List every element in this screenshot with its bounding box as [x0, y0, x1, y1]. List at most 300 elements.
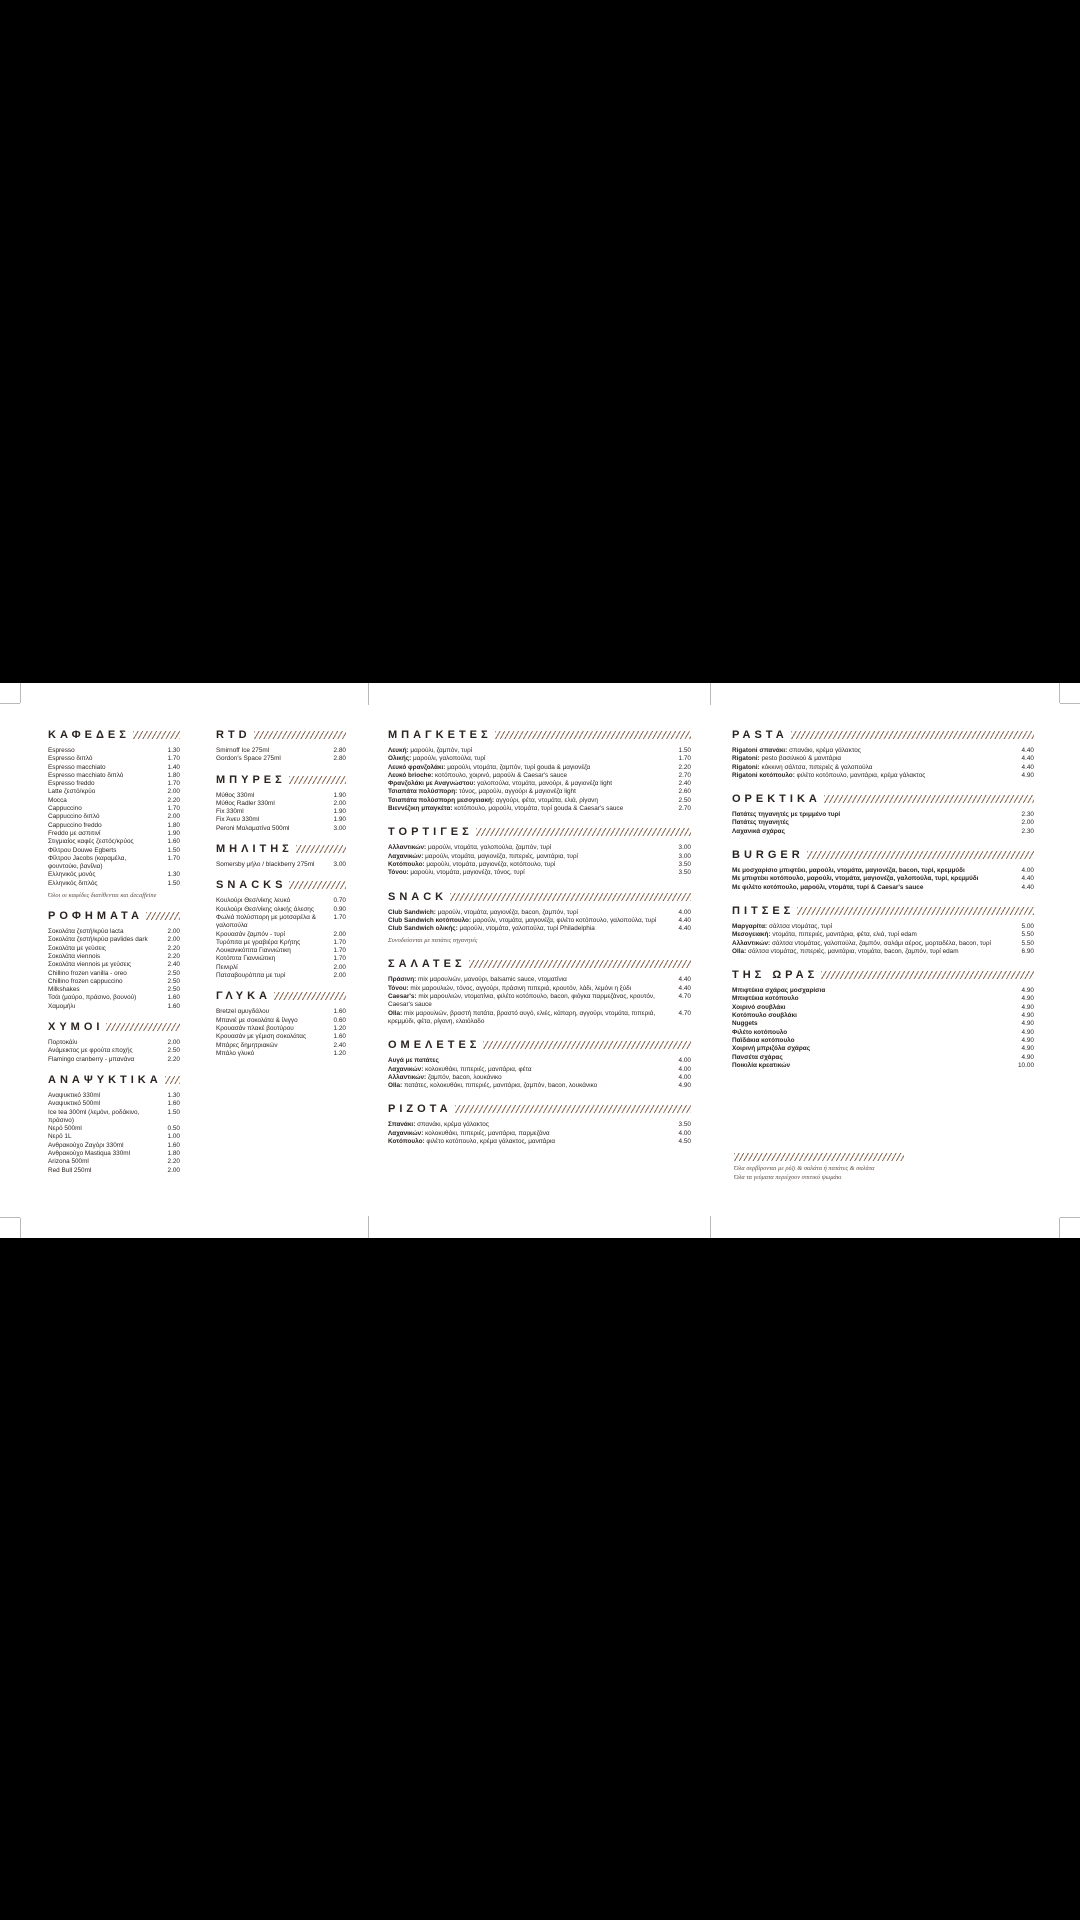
item-name — [732, 819, 1014, 827]
item-name: Mocca — [48, 796, 67, 804]
item-price: 5.00 — [1021, 922, 1034, 930]
section-header — [216, 773, 346, 787]
item-label: Rigatoni σπανάκι: — [732, 747, 788, 754]
item-price: 1.70 — [167, 780, 180, 788]
item-label: Λευκό φρανζολάκι: — [388, 763, 446, 771]
item-name — [732, 875, 1014, 883]
item-price: 4.40 — [678, 925, 691, 933]
menu-item — [48, 1056, 180, 1064]
menu-item — [216, 808, 346, 816]
item-price: 1.70 — [167, 755, 180, 763]
item-price: 2.70 — [678, 805, 691, 813]
item-name — [388, 925, 671, 933]
item-price: 4.90 — [1021, 1012, 1034, 1020]
item-label: Φιλέτο κοτόπουλο — [732, 1028, 788, 1036]
menu-item — [216, 914, 346, 931]
item-price: 2.30 — [1021, 827, 1034, 835]
menu-item — [732, 772, 1034, 780]
item-price: 4.90 — [1021, 1045, 1034, 1053]
item-price: 2.00 — [167, 788, 180, 796]
item-price: 2.00 — [333, 930, 346, 938]
item-name: Σοκολάτα viennois με γεύσεις — [48, 961, 132, 969]
menu-item — [48, 788, 180, 796]
item-price: 4.90 — [1021, 987, 1034, 995]
item-name: Κρουασάν πλακέ βουτύρου — [216, 1024, 294, 1032]
item-price: 1.30 — [167, 871, 180, 879]
menu-section — [216, 842, 346, 869]
menu-item — [388, 1121, 691, 1129]
item-name: Flamingo cranberry - μπανάνα — [48, 1055, 135, 1063]
item-name: Σοκολάτα ζεστή/κρύα lacta — [48, 928, 124, 936]
menu-item — [732, 1062, 1034, 1070]
item-name: Στιγμιαίος καφές ζεστός/κρύος — [48, 838, 134, 846]
item-name — [732, 948, 1014, 956]
item-name: Μπανιέ με σοκολάτα & ίλιγγο — [216, 1016, 298, 1024]
item-price: 1.60 — [167, 838, 180, 846]
menu-item — [48, 1047, 180, 1055]
item-description: mix μαρουλιών, ντοματίνια, φιλέτο κοτόπουλο, bacon, φιόγκα παρμεζάνας, κρουτόν, Caesar's sauce — [388, 993, 655, 1009]
section-title: ΡΟΦΗΜΑΤΑ — [48, 910, 143, 923]
item-price: 2.80 — [333, 747, 346, 754]
item-name — [388, 1057, 671, 1065]
menu-item — [732, 811, 1034, 819]
menu-item — [732, 1004, 1034, 1012]
item-name: Χαμομήλι — [48, 1002, 76, 1010]
item-price: 0.90 — [333, 905, 346, 913]
item-label: Λαχανικών: — [388, 1065, 424, 1073]
hatch-rule — [274, 992, 346, 1000]
item-name: Κοτόπιτα Γιαννιώτικη — [216, 955, 276, 963]
menu-item — [732, 755, 1034, 763]
item-label: Με μοσχαρίσιο μπιφτέκι, μαρούλι, ντομάτα, μαγιονέζα, bacon, τυρί, κρεμμύδι — [732, 867, 965, 875]
item-price: 5.50 — [1021, 939, 1034, 947]
menu-section — [48, 1020, 180, 1064]
hatch-rule — [821, 971, 1034, 979]
section-title: ΠΙΤΣΕΣ — [732, 904, 795, 917]
hatch-rule — [469, 960, 691, 968]
item-price: 2.80 — [333, 755, 346, 763]
item-name: Gordon's Space 275ml — [216, 755, 281, 763]
item-price: 1.80 — [167, 1149, 180, 1157]
menu-item — [48, 1158, 180, 1166]
menu-item — [48, 880, 180, 888]
item-description: κολοκυθάκι, πιπεριές, μανιτάρια, παρμεζάνα — [425, 1129, 550, 1137]
menu-item — [216, 955, 346, 963]
menu-item — [48, 822, 180, 830]
menu-section — [48, 1073, 180, 1175]
item-name: Κρουασάν με γέμιση σοκολάτας — [216, 1033, 307, 1041]
item-price: 2.20 — [167, 952, 180, 960]
item-price: 1.30 — [167, 1091, 180, 1099]
hatch-rule — [824, 795, 1034, 803]
item-name: Espresso macchiato διπλό — [48, 771, 124, 779]
item-name — [732, 1037, 1014, 1045]
item-name — [388, 917, 671, 925]
item-label: Πράσινη: — [388, 976, 417, 984]
item-description: μαρούλι, γαλοπούλα, τυρί — [413, 755, 486, 763]
item-name — [388, 1074, 671, 1082]
item-name — [732, 1004, 1014, 1012]
item-label: Μπιφτέκια κοτόπουλο — [732, 995, 799, 1003]
item-name: Ice tea 300ml (λεμόνι, ροδάκινο, πράσινο) — [48, 1108, 140, 1124]
item-name: Fix Άνευ 330ml — [216, 816, 260, 824]
section-title: ΡΙΖΟΤΑ — [388, 1103, 452, 1116]
section-header — [388, 1038, 691, 1052]
item-price: 4.00 — [1021, 867, 1034, 875]
item-name: Chillino frozen cappuccino — [48, 977, 123, 985]
menu-item — [48, 1167, 180, 1175]
item-price: 3.50 — [678, 869, 691, 877]
item-name — [388, 976, 671, 984]
menu-item — [216, 792, 346, 800]
menu-item — [388, 1074, 691, 1082]
menu-item — [48, 1150, 180, 1158]
item-price: 2.00 — [167, 1166, 180, 1174]
hatch-rule — [165, 1076, 180, 1084]
menu-section — [732, 904, 1034, 956]
item-price: 6.90 — [1021, 947, 1034, 955]
hatch-rule — [296, 845, 346, 853]
item-price: 1.70 — [333, 938, 346, 946]
menu-item — [48, 1109, 180, 1126]
item-price: 1.90 — [333, 791, 346, 799]
hatch-rule — [734, 1153, 904, 1161]
item-name — [388, 853, 671, 861]
menu-item — [388, 844, 691, 852]
menu-item — [388, 1066, 691, 1074]
item-label: Πατάτες τηγανητές — [732, 819, 789, 827]
item-name: Αναψυκτικό 500ml — [48, 1100, 101, 1108]
item-description: σάλτσα ντομάτας, πιπεριές, μανιτάρια, ντομάτα, bacon, ζαμπόν, τυρί edam — [748, 947, 959, 955]
item-description: mix μαρουλιών, βραστή πατάτα, βραστό αυγό, ελιές, κάπαρη, αγγούρι, ντομάτα, πιπεριά, κρεμμύδι, φέτα, ρίγανη, ελαιόλαδο — [388, 1009, 656, 1025]
menu-item — [48, 755, 180, 763]
item-label: Βιεννέζικη μπαγκέτα: — [388, 805, 453, 813]
item-label: Με μπιφτέκι κοτόπουλο, μαρούλι, ντομάτα, μαγιονέζα, γαλοπούλα, τυρί, κρεμμύδι — [732, 875, 979, 883]
item-name — [732, 1062, 1014, 1070]
menu-section — [216, 773, 346, 833]
section-header — [732, 968, 1034, 982]
item-label: Τόνου: — [388, 869, 409, 877]
item-label: Μαργαρίτα: — [732, 922, 768, 930]
item-price: 2.20 — [167, 1158, 180, 1166]
section-header — [48, 1020, 180, 1034]
item-name: Μπάλο γλυκό — [216, 1049, 255, 1057]
item-label: Φρανζολάκι με Αναγνώστου: — [388, 780, 476, 788]
menu-item — [732, 940, 1034, 948]
item-price: 1.50 — [167, 846, 180, 854]
item-name — [732, 995, 1014, 1003]
item-price: 3.50 — [678, 860, 691, 868]
item-label: Olla: — [388, 1082, 403, 1090]
menu-item — [216, 1050, 346, 1058]
footer-note: Όλα τα γεύματα περιέχουν σπιτικό ψωμάκι — [734, 1174, 842, 1181]
item-description: μαρούλι, ντομάτα, μαγιονέζα, τόνος, τυρί — [410, 869, 525, 877]
menu-item — [48, 764, 180, 772]
item-price: 4.90 — [1021, 1020, 1034, 1028]
item-description: mix μαρουλιών, τόνος, αγγούρι, πράσινη πιπεριά, κρουτόν, λάδι, λεμόνι η ξύδι — [410, 984, 632, 992]
section-header — [388, 825, 691, 839]
menu-item — [732, 828, 1034, 836]
menu-section — [388, 957, 691, 1026]
menu-item — [388, 909, 691, 917]
item-description: κόκκινη σάλτσα, πιπεριές & γαλοπούλα — [761, 763, 873, 771]
item-price: 1.80 — [167, 821, 180, 829]
item-price: 4.90 — [1021, 1003, 1034, 1011]
item-name: Κρουασάν ζαμπόν - τυρί — [216, 930, 285, 938]
menu-item — [48, 871, 180, 879]
item-price: 4.50 — [678, 1138, 691, 1146]
fold-mark — [368, 683, 369, 705]
menu-item — [48, 838, 180, 846]
menu-column-3 — [388, 728, 691, 1158]
item-label: Λαχανικών: — [388, 852, 424, 860]
item-name — [388, 788, 671, 796]
item-price: 5.50 — [1021, 931, 1034, 939]
item-name — [732, 884, 1014, 892]
item-label: Olla: — [732, 947, 747, 955]
item-description: μαρούλι, ντομάτα, μαγιονέζα, κοτόπουλο, τυρί — [426, 860, 556, 868]
item-description: μαρούλι, ντομάτα, μαγιονέζα, bacon, ζαμπόν, τυρί — [437, 908, 578, 916]
menu-item — [216, 1033, 346, 1041]
item-price: 1.80 — [167, 771, 180, 779]
section-note: Συνοδεύονται με πατάτες τηγανητές — [388, 937, 478, 945]
item-price: 1.50 — [167, 879, 180, 887]
item-name: Cappuccino διπλό — [48, 813, 100, 821]
item-label: Πανσέτα σχάρας — [732, 1053, 783, 1061]
menu-item — [216, 825, 346, 833]
item-name: Arizona 500ml — [48, 1158, 89, 1166]
item-price: 1.60 — [167, 1100, 180, 1108]
item-name — [388, 772, 671, 780]
menu-item — [48, 953, 180, 961]
menu-section — [732, 792, 1034, 836]
item-name — [388, 844, 671, 852]
item-name — [732, 1012, 1014, 1020]
item-name — [732, 1054, 1014, 1062]
hatch-rule — [289, 776, 346, 784]
item-description: ζαμπόν, bacon, λουκάνικο — [427, 1073, 502, 1081]
item-price: 3.00 — [678, 852, 691, 860]
item-name: Μπάρες δημητριακών — [216, 1041, 278, 1049]
item-name — [732, 931, 1014, 939]
item-description: αγγούρι, φέτα, ντομάτα, ελιά, ρίγανη — [495, 796, 598, 804]
menu-item — [48, 855, 180, 872]
item-name: Red Bull 250ml — [48, 1166, 92, 1174]
item-description: γαλοπούλα, ντομάτα, μανούρι, & μαγιονέζα light — [477, 780, 612, 788]
item-name: Somersby μήλο / blackberry 275ml — [216, 861, 315, 869]
item-label: Μεσογειακή: — [732, 931, 771, 939]
item-price: 4.70 — [678, 1009, 691, 1017]
menu-item — [388, 755, 691, 763]
menu-item — [388, 1082, 691, 1090]
menu-item — [216, 897, 346, 905]
hatch-rule — [289, 881, 346, 889]
item-price: 1.60 — [167, 1002, 180, 1010]
item-label: Rigatoni: — [732, 763, 760, 771]
menu-column-2 — [216, 728, 346, 1067]
item-price: 2.00 — [1021, 819, 1034, 827]
menu-item — [216, 931, 346, 939]
item-price: 1.60 — [333, 1008, 346, 1016]
item-name — [388, 1138, 671, 1146]
menu-item — [48, 994, 180, 1002]
item-description: μαρούλι, ντομάτα, γαλοπούλα, ζαμπόν, τυρί — [427, 844, 552, 852]
section-title: ΜΠΑΓΚΕΤΕΣ — [388, 729, 492, 741]
item-label: Παϊδάκια κοτόπουλο — [732, 1036, 795, 1044]
section-title: ΣΑΛΑΤΕΣ — [388, 958, 466, 971]
menu-item — [388, 805, 691, 813]
item-label: Με φιλέτο κοτόπουλο, μαρούλι, ντομάτα, τυρί & Caesar's sauce — [732, 883, 924, 891]
section-title: ΜΗΛΙΤΗΣ — [216, 843, 293, 856]
menu-item — [732, 995, 1034, 1003]
menu-item — [388, 764, 691, 772]
menu-item — [732, 948, 1034, 956]
item-name: Cappuccino freddo — [48, 821, 102, 829]
menu-item — [732, 875, 1034, 883]
item-description: σάλτσα ντομάτας, τυρί — [768, 922, 833, 930]
hatch-rule — [450, 893, 691, 901]
item-price: 1.90 — [167, 829, 180, 837]
item-name — [732, 940, 1014, 948]
item-price: 1.70 — [333, 913, 346, 921]
item-price: 2.20 — [678, 763, 691, 771]
item-description: μαρούλι, ντομάτα, μαγιονέζα, πιπεριές, μανιτάρια, τυρί — [425, 852, 578, 860]
menu-item — [216, 1017, 346, 1025]
item-name: Μύθος 330ml — [216, 791, 255, 799]
item-label: Κοτόπουλο σουβλάκι — [732, 1012, 797, 1020]
item-price: 1.60 — [167, 994, 180, 1002]
item-price: 3.00 — [333, 824, 346, 832]
menu-item — [48, 847, 180, 855]
menu-section — [216, 989, 346, 1058]
menu-section — [48, 909, 180, 1011]
item-label: Rigatoni: — [732, 755, 760, 763]
item-name: Latte ζεστό/κρύο — [48, 788, 96, 796]
item-price: 4.40 — [678, 984, 691, 992]
section-header — [388, 890, 691, 904]
menu-item — [388, 976, 691, 984]
item-name: Φίλτρου Douwe Egberts — [48, 846, 117, 854]
item-price: 4.90 — [1021, 1028, 1034, 1036]
menu-section — [216, 728, 346, 764]
item-name: Λουκανικόπιτα Γιαννιώτικη — [216, 947, 291, 955]
menu-section — [732, 848, 1034, 892]
fold-mark — [710, 1216, 711, 1238]
hatch-rule — [791, 731, 1034, 739]
section-header — [732, 728, 1034, 742]
item-label: Club Sandwich ολικής: — [388, 925, 458, 933]
menu-item — [388, 788, 691, 796]
item-description: φιλέτο κοτόπουλο, κρέμα γάλακτος, μανιτάρια — [426, 1138, 556, 1146]
menu-column-1 — [48, 728, 180, 1184]
menu-item — [732, 1029, 1034, 1037]
crop-mark — [20, 1218, 21, 1238]
item-name: Cappuccino — [48, 805, 82, 813]
item-price: 4.70 — [678, 993, 691, 1001]
crop-mark — [1059, 683, 1060, 703]
item-description: μαρούλι, ζαμπόν, τυρί — [410, 747, 473, 754]
item-name — [388, 1121, 671, 1129]
item-price: 0.50 — [167, 1125, 180, 1133]
item-name: Ανθρακούχο Mastiqua 330ml — [48, 1149, 131, 1157]
item-name: Espresso διπλό — [48, 755, 93, 763]
section-header — [732, 792, 1034, 806]
menu-item — [388, 797, 691, 805]
section-title: ΤΟΡΤΙΓΕΣ — [388, 826, 473, 839]
menu-item — [732, 1054, 1034, 1062]
menu-sheet — [0, 683, 1080, 1238]
item-name — [388, 797, 671, 805]
menu-item — [48, 1003, 180, 1011]
item-price: 4.90 — [1021, 995, 1034, 1003]
item-price: 4.00 — [678, 1065, 691, 1073]
item-label: Ποικιλία κρεατικών — [732, 1061, 791, 1069]
item-description: φιλέτο κοτόπουλο, μανιτάρια, κρέμα γάλακτος — [796, 771, 926, 779]
item-description: μαρούλι, ντομάτα, μαγιονέζα, φιλέτο κοτόπουλο, γαλοπούλα, τυρί — [472, 916, 657, 924]
item-price: 4.40 — [1021, 883, 1034, 891]
item-name: Κουλούρι Θεσ/νίκης λευκό — [216, 897, 291, 905]
menu-item — [216, 906, 346, 914]
hatch-rule — [807, 851, 1034, 859]
item-price: 2.50 — [167, 1047, 180, 1055]
item-price: 4.00 — [678, 1129, 691, 1137]
item-name — [388, 1066, 671, 1074]
item-label: Nuggets — [732, 1020, 758, 1028]
menu-item — [216, 1042, 346, 1050]
item-label: Ολικής: — [388, 755, 412, 763]
menu-item — [388, 1057, 691, 1065]
item-name: Πεινιρλί — [216, 963, 238, 971]
section-title: SNACK — [388, 890, 448, 903]
section-title: PASTA — [732, 729, 788, 741]
item-price: 2.00 — [167, 813, 180, 821]
section-title: ΤΗΣ ΩΡΑΣ — [732, 969, 819, 982]
menu-item — [216, 800, 346, 808]
item-label: Τσιαπάτα πολύσπορη μεσογειακή: — [388, 796, 495, 804]
section-title: ΟΜΕΛΕΤΕΣ — [388, 1039, 481, 1052]
menu-item — [732, 819, 1034, 827]
item-description: σάλτσα ντομάτας, γαλοπούλα, ζαμπόν, σαλάμι αέρος, μορταδέλα, bacon, τυρί — [771, 939, 991, 947]
menu-item — [216, 939, 346, 947]
item-label: Τσιαπάτα πολύσπορη: — [388, 788, 458, 796]
item-price: 2.20 — [167, 1055, 180, 1063]
item-price: 2.30 — [1021, 811, 1034, 819]
menu-item — [732, 884, 1034, 892]
item-price: 1.60 — [167, 1141, 180, 1149]
menu-section — [48, 728, 180, 900]
item-price: 3.50 — [678, 1121, 691, 1129]
menu-item — [216, 747, 346, 755]
hatch-rule — [476, 828, 691, 836]
hatch-rule — [254, 731, 346, 739]
item-name: Πατσαβουρόπιτα με τυρί — [216, 972, 286, 980]
item-name: Πορτοκάλι — [48, 1039, 78, 1047]
menu-item — [388, 985, 691, 993]
item-name — [388, 1010, 671, 1027]
item-price: 2.00 — [333, 972, 346, 980]
menu-section — [388, 1038, 691, 1090]
item-name: Νερό 500ml — [48, 1125, 82, 1133]
item-label: Μπιφτέκια σχάρας μοσχαρίσια — [732, 987, 826, 995]
crop-mark — [1060, 703, 1080, 704]
item-price: 2.70 — [678, 771, 691, 779]
menu-section — [388, 1102, 691, 1146]
item-price: 2.50 — [167, 986, 180, 994]
item-label: Rigatoni κοτόπουλο: — [732, 771, 795, 779]
menu-item — [388, 869, 691, 877]
item-label: Olla: — [388, 1009, 403, 1017]
item-label: Club Sandwich κοτόπουλο: — [388, 916, 472, 924]
